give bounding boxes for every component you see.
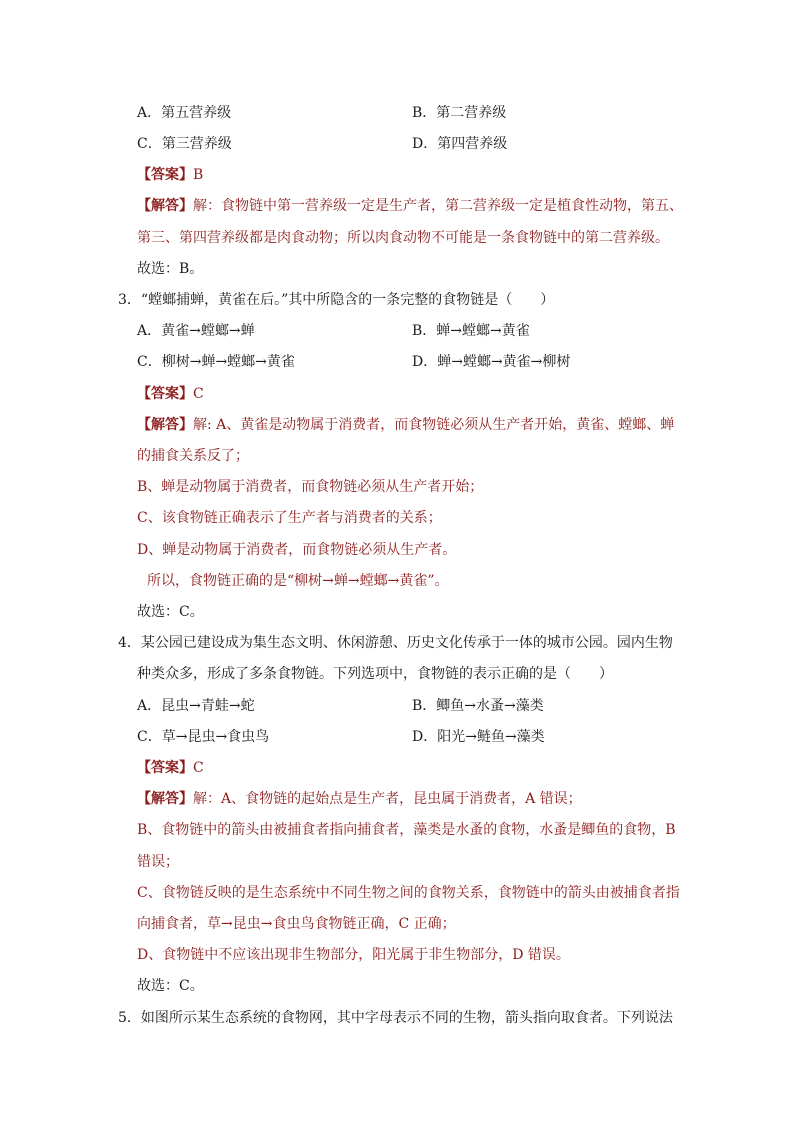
- q3-option-a: A．黄雀→螳螂→蝉: [137, 323, 255, 339]
- q3-answer: [137, 384, 204, 404]
- q4-explanation-line4: C、食物链反映的是生态系统中不同生物之间的食物关系，食物链中的箭头由被捕食者指: [137, 885, 680, 901]
- q4-stem-line1: 4．某公园已建设成为集生态文明、休闲游憩、历史文化传承于一体的城市公园。园内生物: [118, 635, 673, 651]
- q3-stem: 3．“螳螂捕蝉，黄雀在后。”其中所隐含的一条完整的食物链是（ ）: [118, 292, 555, 308]
- q3-explanation-line4: C、该食物链正确表示了生产者与消费者的关系；: [137, 510, 442, 526]
- q4-explanation-line2: B、食物链中的箭头由被捕食者指向捕食者，藻类是水蚤的食物，水蚤是鲫鱼的食物，B: [137, 822, 676, 838]
- explanation-text: 解: A、黄雀是动物属于消费者，而食物链必须从生产者开始，黄雀、螳螂、蝉: [193, 417, 675, 433]
- answer-value: C: [193, 760, 204, 776]
- q5-stem-line1: 5．如图所示某生态系统的食物网，其中字母表示不同的生物，箭头指向取食者。下列说法: [118, 1010, 673, 1026]
- q4-option-a: A．昆虫→青蛙→蛇: [137, 698, 255, 714]
- q4-answer: [137, 758, 204, 778]
- q4-explanation-line3: 错误；: [137, 854, 179, 870]
- q3-explanation-line5: D、蝉是动物属于消费者，而食物链必须从生产者。: [137, 542, 457, 558]
- q3-explanation-line3: B、蝉是动物属于消费者，而食物链必须从生产者开始；: [137, 479, 484, 495]
- q4-option-d: D．阳光→鲢鱼→藻类: [412, 729, 545, 745]
- explanation-text: 解：食物链中第一营养级一定是生产者，第二营养级一定是植食性动物，第五、: [193, 198, 683, 214]
- answer-tag: 【答案】: [137, 760, 193, 776]
- q4-stem-line2: 种类众多，形成了多条食物链。下列选项中，食物链的表示正确的是（ ）: [137, 666, 613, 682]
- q3-conclusion: 故选：C。: [137, 604, 204, 620]
- q2-conclusion: 故选：B。: [137, 261, 204, 277]
- answer-tag: 【答案】: [137, 386, 193, 402]
- answer-value: C: [193, 386, 204, 402]
- explanation-tag: 【解答】: [137, 791, 193, 807]
- q2-option-c: C．第三营养级: [137, 136, 232, 152]
- answer-tag: 【答案】: [137, 167, 193, 183]
- q4-option-c: C．草→昆虫→食虫鸟: [137, 729, 270, 745]
- explanation-tag: 【解答】: [137, 417, 193, 433]
- q2-explanation-line2: 第三、第四营养级都是肉食动物；所以肉食动物不可能是一条食物链中的第二营养级。: [137, 230, 669, 246]
- q4-explanation-line6: D、食物链中不应该出现非生物部分，阳光属于非生物部分，D 错误。: [137, 947, 570, 963]
- answer-value: B: [193, 167, 204, 183]
- q2-explanation-line1: [137, 196, 683, 216]
- q3-explanation-line6: 所以，食物链正确的是“柳树→蝉→螳螂→黄雀”。: [147, 573, 449, 589]
- q2-option-b: B．第二营养级: [412, 105, 507, 121]
- q4-explanation-line5: 向捕食者，草→昆虫→食虫鸟食物链正确，C 正确；: [137, 916, 456, 932]
- q2-option-d: D．第四营养级: [412, 136, 508, 152]
- q4-explanation-line1: [137, 789, 582, 809]
- q3-option-d: D．蝉→螳螂→黄雀→柳树: [412, 354, 571, 370]
- q4-conclusion: 故选：C。: [137, 978, 204, 994]
- explanation-tag: 【解答】: [137, 198, 193, 214]
- q2-option-a: A．第五营养级: [137, 105, 232, 121]
- q4-option-b: B．鲫鱼→水蚤→藻类: [412, 698, 544, 714]
- explanation-text: 解：A、食物链的起始点是生产者，昆虫属于消费者，A 错误；: [193, 791, 582, 807]
- q3-explanation-line2: 的捕食关系反了；: [137, 448, 249, 464]
- q3-option-b: B．蝉→螳螂→黄雀: [412, 323, 530, 339]
- q3-explanation-line1: [137, 415, 674, 435]
- q2-answer: [137, 165, 203, 185]
- q3-option-c: C．柳树→蝉→螳螂→黄雀: [137, 354, 295, 370]
